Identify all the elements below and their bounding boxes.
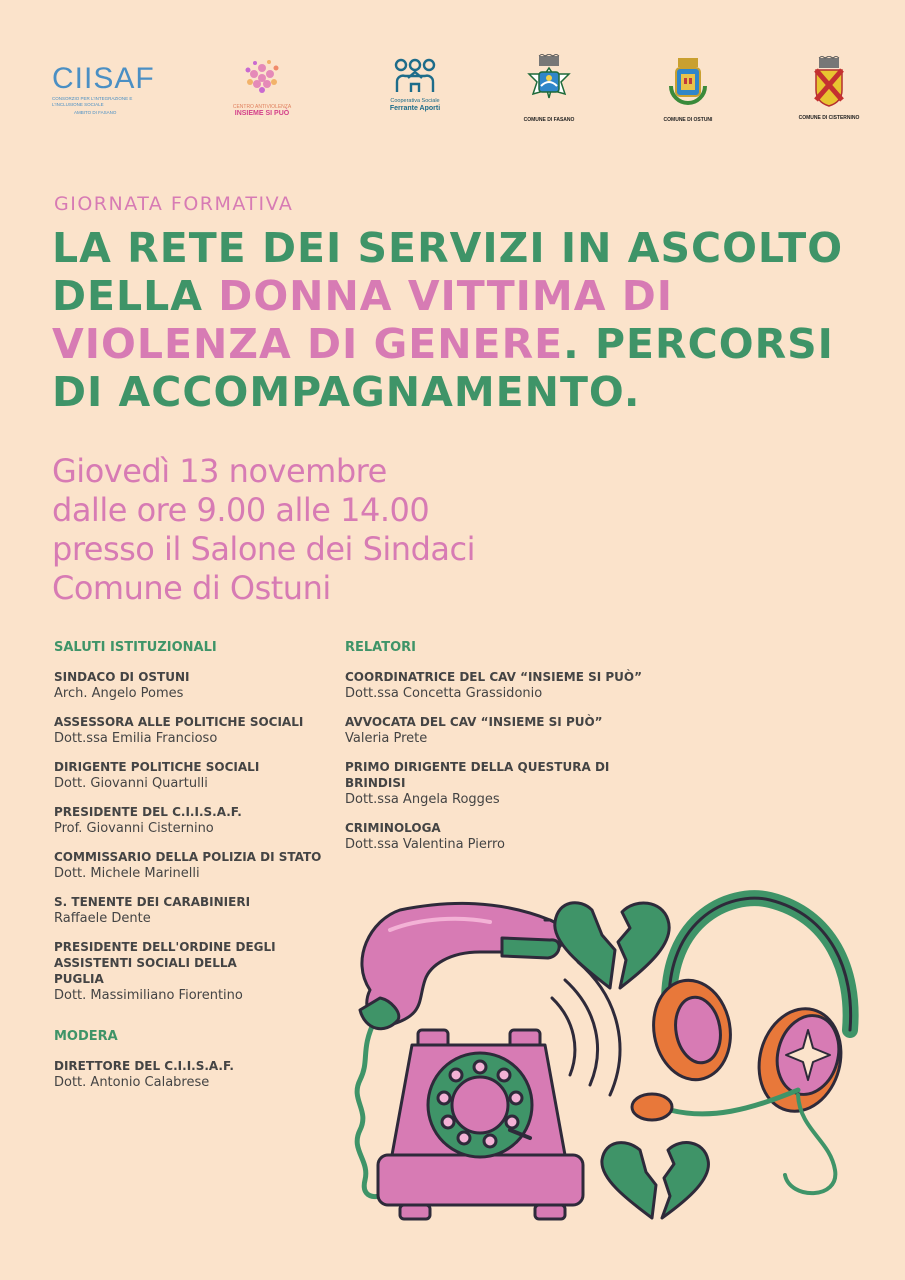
people-group-icon [389, 58, 441, 94]
speaker-entry [54, 759, 339, 793]
event-venue: presso il Salone dei Sindaci [52, 530, 475, 568]
saluti-heading: SALUTI ISTITUZIONALI [54, 640, 217, 655]
title-highlight: DONNA VITTIMA DI VIOLENZA DI GENERE [52, 272, 674, 368]
speaker-name: Dott.ssa Valentina Pierro [345, 837, 505, 852]
speaker-entry [54, 894, 339, 928]
event-kicker: GIORNATA FORMATIVA [54, 193, 294, 215]
ciisaf-logo-text: CIISAF [52, 62, 155, 95]
speaker-entry [54, 849, 339, 883]
speaker-entry [54, 939, 339, 1005]
speaker-name: Dott.ssa Emilia Francioso [54, 731, 218, 746]
ciisaf-logo-subtitle: CONSORZIO PER L'INTEGRAZIONE E L'INCLUSIONE SOCIALE [52, 96, 133, 107]
cisternino-crest-icon [809, 56, 849, 108]
speaker-name: Dott. Michele Marinelli [54, 866, 200, 881]
event-date: Giovedì 13 novembre [52, 452, 387, 490]
speaker-entry [345, 759, 665, 809]
event-time: dalle ore 9.00 alle 14.00 [52, 491, 430, 529]
coop-logo [375, 58, 455, 112]
fasano-crest-logo [513, 54, 585, 123]
relatori-column [345, 640, 665, 865]
moderator-name: Dott. Antonio Calabrese [54, 1075, 210, 1090]
speaker-role: COORDINATRICE DEL CAV “INSIEME SI PUÒ” [345, 670, 642, 684]
speaker-name: Raffaele Dente [54, 911, 151, 926]
speaker-name: Arch. Angelo Pomes [54, 686, 184, 701]
speaker-role: CRIMINOLOGA [345, 821, 441, 835]
coop-logo-name: Ferrante Aporti [389, 105, 441, 112]
speaker-name: Dott.ssa Angela Rogges [345, 792, 500, 807]
relatori-heading: RELATORI [345, 640, 416, 655]
speaker-entry [345, 714, 665, 748]
broken-heart-icon [555, 903, 669, 988]
speaker-role: COMMISSARIO DELLA POLIZIA DI STATO [54, 850, 322, 864]
speaker-name: Dott. Giovanni Quartulli [54, 776, 208, 791]
cav-logo-name: INSIEME SI PUÒ [234, 110, 290, 117]
cisternino-crest-logo [793, 56, 865, 121]
speaker-name: Valeria Prete [345, 731, 428, 746]
title-part-3: . PERCORSI DI ACCOMPAGNAMENTO. [52, 320, 834, 416]
speaker-role: PRESIDENTE DELL'ORDINE DEGLI ASSISTENTI SOCIALI DELLA PUGLIA [54, 940, 276, 986]
speaker-entry [54, 804, 339, 838]
illustration [330, 880, 890, 1240]
saluti-column [54, 640, 339, 1103]
speaker-name: Dott. Massimiliano Fiorentino [54, 988, 243, 1003]
ciisaf-logo [52, 64, 162, 116]
speaker-role: DIRIGENTE POLITICHE SOCIALI [54, 760, 260, 774]
speaker-name: Prof. Giovanni Cisternino [54, 821, 214, 836]
event-location: Comune di Ostuni [52, 569, 331, 607]
modera-section [54, 1029, 339, 1092]
event-details [52, 452, 475, 608]
ostuni-crest-logo [652, 56, 724, 123]
coop-logo-subtitle: Cooperativa Sociale [390, 98, 440, 104]
modera-heading: MODERA [54, 1029, 118, 1044]
cav-logo [222, 56, 302, 117]
speaker-name: Dott.ssa Concetta Grassidonio [345, 686, 543, 701]
speaker-entry [54, 669, 339, 703]
speaker-role: S. TENENTE DEI CARABINIERI [54, 895, 251, 909]
speaker-role: AVVOCATA DEL CAV “INSIEME SI PUÒ” [345, 715, 603, 729]
cav-logo-subtitle: CENTRO ANTIVIOLENZA [232, 104, 292, 110]
telephone-handset-icon [360, 903, 563, 1028]
cisternino-caption: COMUNE DI CISTERNINO [798, 115, 860, 121]
fasano-crest-icon [525, 54, 573, 110]
broken-heart-icon [602, 1143, 709, 1218]
ciisaf-logo-subtitle-2: AMBITO DI FASANO [74, 110, 117, 115]
telephone-icon [378, 1030, 583, 1219]
ostuni-caption: COMUNE DI OSTUNI [663, 117, 713, 123]
event-title [52, 224, 882, 416]
speaker-entry [54, 714, 339, 748]
title-part-1: LA RETE DEI SERVIZI IN ASCOLTO DELLA [52, 224, 844, 320]
speaker-role: PRESIDENTE DEL C.I.I.S.A.F. [54, 805, 242, 819]
butterfly-flower-icon [239, 56, 285, 100]
speaker-entry [345, 820, 665, 854]
speaker-role: ASSESSORA ALLE POLITICHE SOCIALI [54, 715, 304, 729]
speaker-entry [345, 669, 665, 703]
moderator-role: DIRETTORE DEL C.I.I.S.A.F. [54, 1059, 234, 1073]
fasano-caption: COMUNE DI FASANO [523, 117, 575, 123]
ostuni-crest-icon [665, 56, 711, 110]
speaker-role: PRIMO DIRIGENTE DELLA QUESTURA DI BRINDISI [345, 760, 610, 790]
speaker-role: SINDACO DI OSTUNI [54, 670, 190, 684]
